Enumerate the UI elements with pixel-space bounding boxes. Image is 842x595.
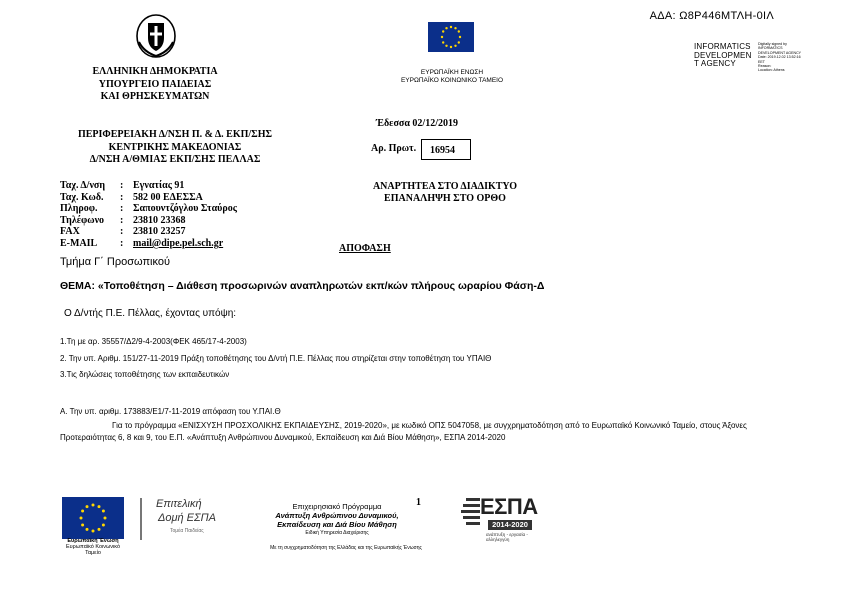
eu-logo-caption-line: Ευρωπαϊκή Ένωση bbox=[67, 538, 119, 544]
ed-espa-logo bbox=[140, 498, 228, 540]
consideration-item: 1.Τη με αρ. 35557/Δ2/9-4-2003(ΦΕΚ 465/17-4-2003) bbox=[60, 337, 247, 346]
ada-code: ΑΔΑ: Ω8Ρ446ΜΤΛΗ-0ΙΛ bbox=[649, 10, 774, 22]
signature-block bbox=[694, 43, 752, 69]
contact-value: 23810 23368 bbox=[133, 214, 186, 226]
epan-line: Επιχειρησιακό Πρόγραμμα bbox=[292, 502, 382, 511]
region-header bbox=[60, 129, 290, 167]
ed-logo-line: Δομή ΕΣΠΑ bbox=[158, 512, 216, 524]
epan-logo bbox=[262, 502, 412, 538]
espa-word: ΕΣΠΑ bbox=[480, 494, 538, 519]
ed-logo-line: Επιτελική bbox=[156, 498, 202, 510]
signature-detail: INFORMATICS bbox=[758, 46, 783, 51]
epan-line: Ανάπτυξη Ανθρώπινου Δυναμικού, bbox=[275, 511, 399, 520]
eu-logo-caption bbox=[58, 538, 128, 556]
consideration-item: 3.Τις δηλώσεις τοποθέτησης των εκπαιδευτικών bbox=[60, 370, 230, 379]
contact-row: Ταχ. Κωδ. : 582 00 ΕΔΕΣΣΑ bbox=[60, 191, 203, 203]
republic-header bbox=[70, 66, 240, 104]
epan-footnote: Με τη συγχρηματοδότηση της Ελλάδας και της Ευρωπαϊκής Ένωσης bbox=[270, 545, 422, 551]
contact-key: E-MAIL bbox=[60, 237, 98, 249]
contact-key: Ταχ. Δ/νση bbox=[60, 180, 106, 191]
decision-heading: ΑΠΟΦΑΣΗ bbox=[339, 243, 391, 254]
signature-line: T AGENCY bbox=[694, 59, 736, 69]
posting-line: ΕΠΑΝΑΛΗΨΗ ΣΤΟ ΟΡΘΟ bbox=[384, 192, 506, 204]
eu-flag-icon bbox=[428, 22, 474, 52]
contact-value: 23810 23257 bbox=[133, 226, 186, 238]
protocol-number: 16954 bbox=[421, 139, 471, 160]
signature-line: DEVELOPMEN bbox=[694, 50, 752, 60]
signature-details bbox=[758, 42, 818, 73]
subject-line: ΘΕΜΑ: «Τοποθέτηση – Διάθεση προσωρινών αναπληρωτών εκπ/κών πλήρους ωραρίου Φάση-Δ bbox=[60, 280, 545, 292]
contact-value: Εγνατίας 91 bbox=[133, 180, 185, 191]
region-line: ΚΕΝΤΡΙΚΗΣ ΜΑΚΕΔΟΝΙΑΣ bbox=[108, 141, 242, 153]
espa-tagline: ανάπτυξη - εργασία - αλληλεγγύη bbox=[486, 532, 528, 542]
contact-block bbox=[60, 180, 237, 250]
espa-years: 2014-2020 bbox=[488, 520, 532, 530]
espa-stripes-icon bbox=[460, 496, 482, 532]
signature-detail: Date: 2019.12.02 13:52:16 bbox=[758, 55, 801, 60]
eu-logo-icon bbox=[62, 497, 124, 539]
republic-line: ΕΛΛΗΝΙΚΗ ΔΗΜΟΚΡΑΤΙΑ bbox=[92, 66, 218, 77]
eu-caption-line: ΕΥΡΩΠΑΪΚΗ ΕΝΩΣΗ bbox=[420, 69, 484, 76]
signature-detail: Location: Athens bbox=[758, 68, 785, 73]
signature-detail: EET bbox=[758, 59, 765, 64]
protocol-label: Αρ. Πρωτ. bbox=[371, 143, 417, 154]
posting-note bbox=[360, 181, 530, 204]
contact-row: Ταχ. Δ/νση : Εγνατίας 91 bbox=[60, 180, 185, 191]
region-line: Δ/ΝΣΗ Α/ΘΜΙΑΣ ΕΚΠ/ΣΗΣ ΠΕΛΛΑΣ bbox=[89, 154, 261, 165]
contact-value: 582 00 ΕΔΕΣΣΑ bbox=[133, 191, 203, 203]
program-paragraph: Για το πρόγραμμα «ΕΝΙΣΧΥΣΗ ΠΡΟΣΧΟΛΙΚΗΣ ΕΚΠΑΙΔΕΥΣΗΣ, 2019-2020», με κωδικό ΟΠΣ 5047058, με συγχρηματοδότηση από το Ευρωπαϊκό Κοινωνικό Ταμείο, στους Άξονες Προτεραιότητας 6, 8 και 9, του Ε.Π. «Ανάπτυξη Ανθρώπινου Δυναμικού, Εκπαίδευση και Διά Βίου Μάθηση», ΕΣΠΑ 2014-2020 bbox=[60, 421, 747, 442]
department-line: Τμήμα Γ΄ Προσωπικού bbox=[60, 256, 170, 268]
ministry-line: ΥΠΟΥΡΓΕΙΟ ΠΑΙΔΕΙΑΣ bbox=[98, 78, 212, 90]
paragraph-a: Α. Την υπ. αριθμ. 173883/Ε1/7-11-2019 απόφαση του Υ.ΠΑΙ.Θ bbox=[60, 407, 281, 416]
contact-key: FAX bbox=[60, 226, 80, 238]
ed-logo-line: Τομέα Παιδείας bbox=[170, 528, 204, 534]
epan-line: Εκπαίδευση και Διά Βίου Μάθηση bbox=[277, 520, 397, 529]
contact-row: Πληροφ. : Σαπουντζόγλου Σταύρος bbox=[60, 203, 237, 215]
contact-value: Σαπουντζόγλου Σταύρος bbox=[133, 203, 237, 215]
consideration-item: 2. Την υπ. Αριθμ. 151/27-11-2019 Πράξη τοποθέτησης του Δ/ντή Π.Ε. Πέλλας που στηρίζεται στην τοποθέτηση του ΥΠΑΙΘ bbox=[60, 354, 492, 363]
issue-date: Έδεσσα 02/12/2019 bbox=[376, 118, 458, 129]
epan-line: Ειδική Υπηρεσία Διαχείρισης bbox=[305, 530, 369, 536]
contact-key: Τηλέφωνο bbox=[60, 214, 105, 226]
eu-caption-line: ΕΥΡΩΠΑΪΚΟ ΚΟΙΝΩΝΙΚΟ ΤΑΜΕΙΟ bbox=[400, 77, 504, 84]
contact-row: E-MAIL : mail@dipe.pel.sch.gr bbox=[60, 237, 224, 249]
signature-detail: DEVELOPMENT AGENCY bbox=[758, 50, 802, 55]
contact-key: Ταχ. Κωδ. bbox=[60, 191, 104, 203]
greeting-line: Ο Δ/ντής Π.Ε. Πέλλας, έχοντας υπόψη: bbox=[64, 308, 237, 319]
contact-row: FAX : 23810 23257 bbox=[60, 226, 186, 238]
page-number: 1 bbox=[416, 497, 421, 508]
greek-emblem-icon bbox=[136, 14, 176, 58]
email-link[interactable]: mail@dipe.pel.sch.gr bbox=[133, 237, 224, 249]
contact-row: Τηλέφωνο : 23810 23368 bbox=[60, 214, 186, 226]
espa-logo bbox=[460, 494, 538, 542]
region-line: ΠΕΡΙΦΕΡΕΙΑΚΗ Δ/ΝΣΗ Π. & Δ. ΕΚΠ/ΣΗΣ bbox=[77, 129, 273, 140]
contact-key: Πληροφ. bbox=[60, 203, 98, 215]
eu-logo-caption-line: Ευρωπαϊκό Κοινωνικό Ταμείο bbox=[65, 544, 121, 556]
signature-detail: Digitally signed by bbox=[758, 42, 787, 46]
signature-line: INFORMATICS bbox=[694, 42, 751, 51]
eu-caption bbox=[388, 69, 516, 85]
posting-line: ΑΝΑΡΤΗΤΕΑ ΣΤΟ ΔΙΑΔΙΚΤΥΟ bbox=[372, 181, 518, 192]
ministry-line: ΚΑΙ ΘΡΗΣΚΕΥΜΑΤΩΝ bbox=[100, 91, 210, 102]
signature-detail: Reason: bbox=[758, 64, 772, 69]
